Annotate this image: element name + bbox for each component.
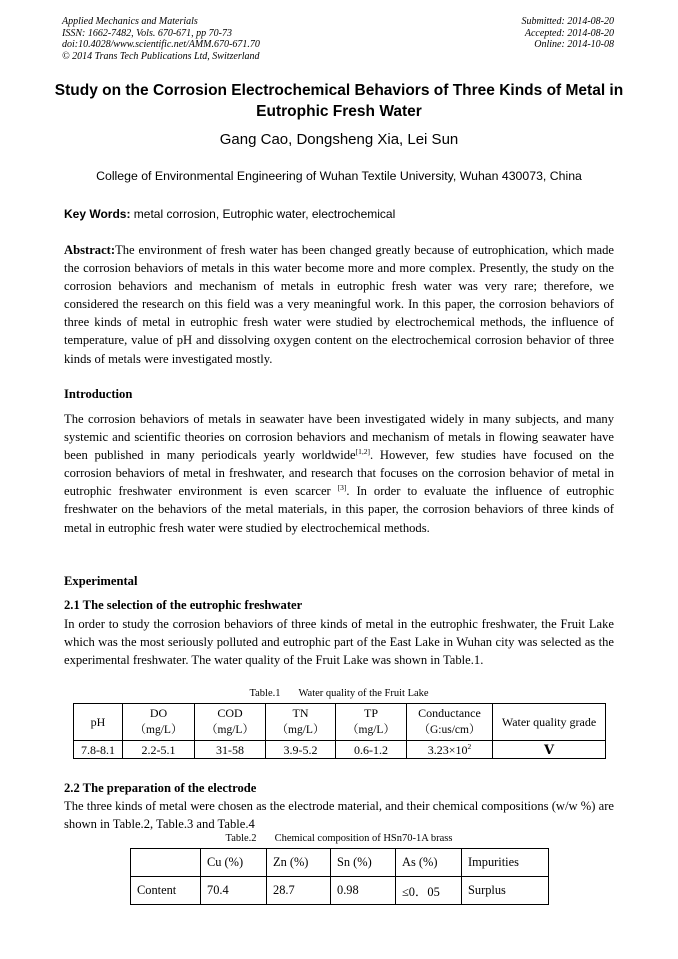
journal-name: Applied Mechanics and Materials — [62, 16, 198, 27]
table-row — [131, 877, 549, 905]
table-header-row — [131, 849, 549, 877]
table-cell: 0.98 — [331, 877, 396, 905]
composition-table — [130, 848, 549, 905]
paper-title: Study on the Corrosion Electrochemical Behaviors of Three Kinds of Metal in Eutrophic Fresh Water — [54, 82, 624, 120]
online-date: Online: 2014-10-08 — [534, 39, 614, 51]
section-2-2-text: The three kinds of metal were chosen as the electrode material, and their chemical compositions (w/w %) are shown in Table.2, Table.3 and Table.4 — [64, 799, 614, 832]
table-header-cell: TN （mg/L） — [266, 704, 336, 741]
affiliation: College of Environmental Engineering of Wuhan Textile University, Wuhan 430073, China — [96, 169, 582, 183]
table-cell: 31-58 — [195, 741, 266, 759]
water-quality-table — [73, 703, 606, 759]
experimental-heading: Experimental — [64, 574, 138, 588]
intro-text-2: . However, few studies have focused on the corrosion behaviors of metal in freshwater, and research that focuses on the corrosion behavior of metal in eutrophic freshwater environment is even scarcer — [64, 448, 614, 499]
table-header-cell: COD （mg/L） — [195, 704, 266, 741]
table-header-cell: As (%) — [396, 849, 462, 877]
table-cell: Content — [131, 877, 201, 905]
table1-caption-text: Water quality of the Fruit Lake — [298, 688, 429, 699]
date-info — [522, 16, 615, 51]
table-cell: $3.23\times 10^2$ — [407, 741, 493, 759]
table-header-cell: Sn (%) — [331, 849, 396, 877]
submitted-date: Submitted: 2014-08-20 — [521, 16, 614, 27]
table-header-cell: Cu (%) — [201, 849, 267, 877]
table-header-cell: TP （mg/L） — [336, 704, 407, 741]
abstract — [64, 241, 614, 368]
table-header-cell: DO （mg/L） — [123, 704, 195, 741]
doi-line: doi:10.4028/www.scientific.net/AMM.670-671.70 — [62, 39, 260, 51]
keywords-label: Key Words: — [64, 207, 131, 221]
table-row — [74, 741, 606, 759]
authors: Gang Cao, Dongsheng Xia, Lei Sun — [219, 131, 459, 148]
citation-ref: [3] — [337, 483, 347, 493]
citation-ref: [1,2] — [355, 447, 370, 457]
keywords — [64, 207, 395, 221]
journal-info — [62, 16, 260, 62]
section-2-1-text: In order to study the corrosion behaviors of three kinds of metal in the eutrophic freshwater, the Fruit Lake which was the most seriously polluted and eutrophic part of the East Lake in Wuhan city was selected as the experimental freshwater. The water quality of the Fruit Lake was shown in Table.1. — [64, 617, 614, 668]
table-cell: 3.9-5.2 — [266, 741, 336, 759]
intro-text-3: . In order to evaluate the influence of eutrophic freshwater on the behaviors of the metal materials, in this paper, the corrosion behaviors of three kinds of metal in eutrophic fresh water were studied by electrochemical methods. — [64, 484, 614, 535]
table-cell: 70.4 — [201, 877, 267, 905]
table-cell: 0.6-1.2 — [336, 741, 407, 759]
table-cell: Ⅴ — [493, 741, 606, 759]
copyright-line: © 2014 Trans Tech Publications Ltd, Switzerland — [62, 50, 260, 62]
intro-text-1: The corrosion behaviors of metals in seawater have been investigated widely in many subjects, and many systemic and scientific theories on corrosion behaviors and mechanism of metals in flowing seawater have been published in many periodicals yearly worldwide — [64, 412, 614, 463]
table-header-cell: Impurities — [462, 849, 549, 877]
table1-caption-number: Table.1 — [249, 688, 281, 699]
introduction-text — [64, 410, 614, 537]
issn-line: ISSN: 1662-7482, Vols. 670-671, pp 70-73 — [62, 27, 232, 39]
table-cell: 2.2-5.1 — [123, 741, 195, 759]
table2-caption-text: Chemical composition of HSn70-1A brass — [274, 833, 453, 844]
table-cell: ≤0．05 — [396, 877, 462, 905]
table-cell: Surplus — [462, 877, 549, 905]
abstract-text: The environment of fresh water has been changed greatly because of eutrophication, which made the corrosion behaviors of metals in this water become more and more complex. Presently, the study on the corrosion behaviors and mechanism of metals in eutrophic fresh water was very rare; therefore, we considered the research on this field was a very meaningful work. In this paper, the corrosion behaviors of three kinds of metal in eutrophic fresh water were studied by electrochemical methods, the influence of temperature, value of pH and dissolving oxygen content on the electrochemical corrosion behavior of three kinds of metals were investigated mostly. — [64, 243, 614, 366]
table2-caption-number: Table.2 — [225, 833, 257, 844]
introduction-heading: Introduction — [64, 387, 133, 401]
section-2-2-heading: 2.2 The preparation of the electrode — [64, 781, 257, 795]
table-header-cell: Conductance （G:us/cm） — [407, 704, 493, 741]
table-header-row — [74, 704, 606, 741]
table-header-cell: Zn (%) — [267, 849, 331, 877]
table-header-cell: Water quality grade — [493, 704, 606, 741]
table-cell: 7.8-8.1 — [74, 741, 123, 759]
table-header-cell: pH — [74, 704, 123, 741]
keywords-text: metal corrosion, Eutrophic water, electrochemical — [130, 207, 396, 221]
table1-caption — [0, 688, 678, 699]
abstract-label: Abstract: — [64, 243, 116, 257]
table-cell: 28.7 — [267, 877, 331, 905]
table-header-cell — [131, 849, 201, 877]
accepted-date: Accepted: 2014-08-20 — [524, 27, 614, 39]
section-2-1-heading: 2.1 The selection of the eutrophic freshwater — [64, 598, 303, 612]
table2-caption — [0, 833, 678, 844]
